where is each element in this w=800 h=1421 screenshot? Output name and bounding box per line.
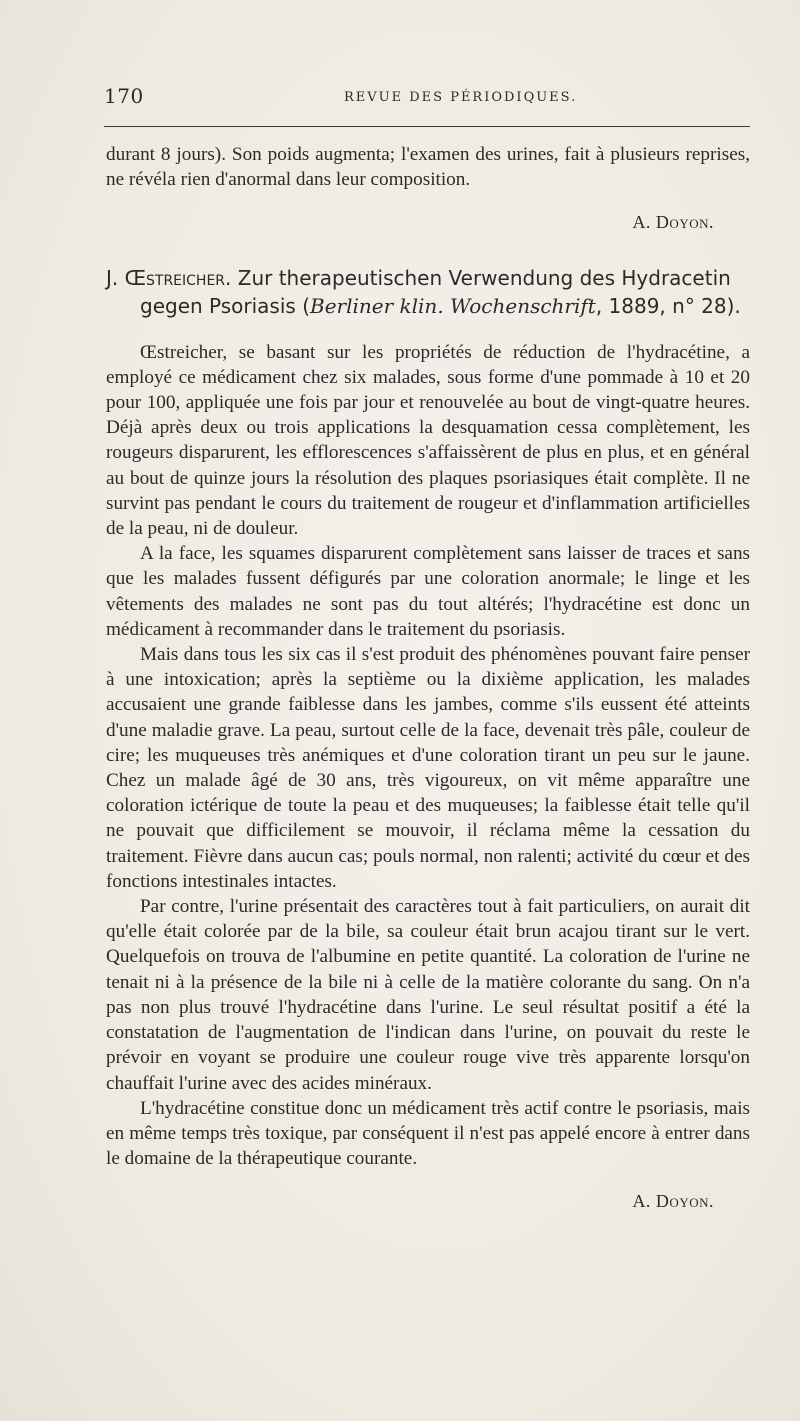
article-journal: Berliner klin. Wochenschrift [310,293,596,318]
article-title-part1: Zur therapeutischen Verwendung des Hydracetin [237,265,731,290]
paragraph: Par contre, l'urine présentait des caractères tout à fait particuliers, on aurait dit qu'elle était colorée par de la bile, sa couleur était brun acajou tirant sur le vert. Quelquefois on trouva de l'albumine en petite quantité. La coloration de l'urine ne tenait ni à la présence de la bile ni à celle de la matière colorante du sang. On n'a pas non plus trouvé l'hydracétine dans l'urine. Le seul résultat positif a été la constatation de l'augmentation de l'indican dans l'urine, on pouvait du reste le prévoir en voyant se produire une couleur rouge vive très apparente lorsqu'on chauffait l'urine avec des acides minéraux. [106,896,750,1094]
page-number: 170 [104,84,144,108]
article-citation: , 1889, n° 28). [595,293,741,318]
final-signature: A. Doyon. [632,1191,714,1212]
paragraph: A la face, les squames disparurent complètement sans laisser de traces et sans que les malades fussent défigurés par une coloration anormale; le linge et les vêtements des malades ne sont pas du tout altérés; l'hydracétine est donc un médicament à recommander dans le traitement du psoriasis. [106,543,750,640]
page-header [104,84,750,114]
article-title [106,264,750,320]
paragraph: Œstreicher, se basant sur les propriétés de réduction de l'hydracétine, a employé ce médicament chez six malades, sous forme d'une pommade à 10 et 20 pour 100, appliquée une fois par jour et renouvelée au bout de vingt-quatre heures. Déjà après deux ou trois applications la desquamation cessa complètement, les rougeurs disparurent, les efflorescences s'affaissèrent de plus en plus, et en général au bout de quinze jours la résolution des plaques psoriasiques était complète. Il ne survint pas pendant le cours du traitement de rougeur et d'inflammation artificielles de la peau, ni de douleur. [106,341,750,540]
paragraph: L'hydracétine constitue donc un médicament très actif contre le psoriasis, mais en même temps très toxique, par conséquent il n'est pas appelé encore à entrer dans le domaine de la thérapeutique courante. [106,1097,750,1170]
continuation-signature: A. Doyon. [632,212,714,233]
article-author: J. Œstreicher. [106,265,232,290]
continuation-text: durant 8 jours). Son poids augmenta; l'examen des urines, fait à plusieurs reprises, ne révéla rien d'anormal dans leur composition. [106,144,750,191]
article-title-part2: gegen Psoriasis ( [140,293,310,318]
running-title: REVUE DES PÉRIODIQUES. [344,90,578,105]
header-rule [104,126,750,127]
page-body [106,142,750,1215]
paragraph: Mais dans tous les six cas il s'est produit des phénomènes pouvant faire penser à une intoxication; après la septième ou la dixième application, les malades accusaient une grande faiblesse dans les jambes, comme s'ils eussent été atteints d'une maladie grave. La peau, surtout celle de la face, devenait très pâle, couleur de cire; les muqueuses très anémiques et d'une coloration tirant un peu sur le jaune. Chez un malade âgé de 30 ans, très vigoureux, on vit même apparaître une coloration ictérique de toute la peau et des muqueuses; la faiblesse était telle qu'il ne pouvait que difficilement se mouvoir, il réclama même la cessation du traitement. Fièvre dans aucun cas; pouls normal, non ralenti; activité du cœur et des fonctions intestinales intactes. [106,644,750,892]
